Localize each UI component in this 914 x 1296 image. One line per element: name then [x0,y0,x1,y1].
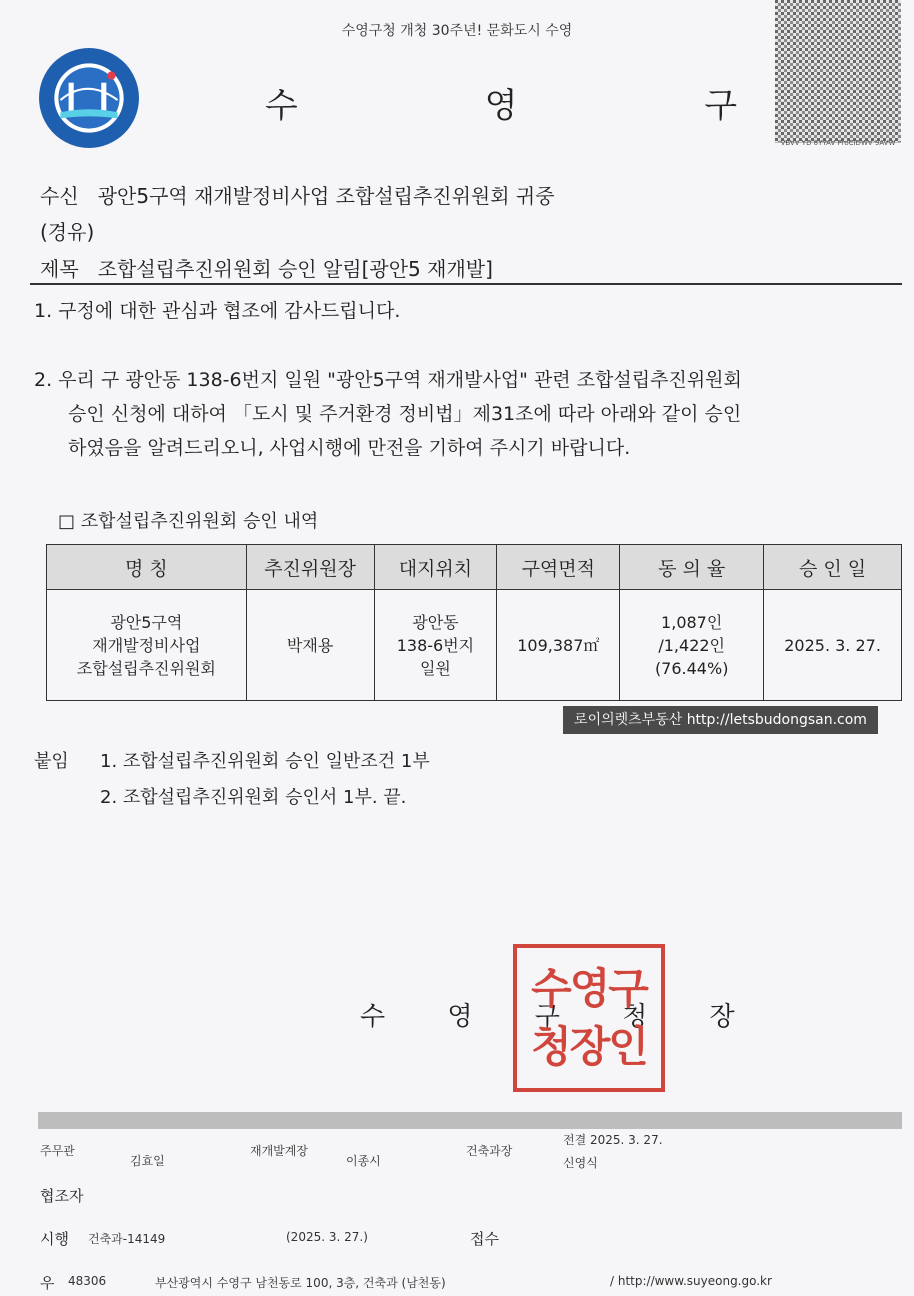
footer-post-code: 48306 [68,1274,107,1288]
signer-title: 수 영 구 청 장 [360,1002,762,1032]
table-header-row [47,545,902,590]
cell-name [47,590,247,701]
footer-post-label: 우 [40,1274,55,1292]
name-line-1: 광안5구역 [110,612,183,632]
consent-line-1: 1,087인 [661,612,723,632]
table-title: □ 조합설립추진위원회 승인 내역 [58,511,319,532]
consent-line-3: (76.44%) [654,658,729,678]
location-line-1: 광안동 [412,612,459,632]
cell-consent [620,590,764,701]
cell-area: 109,387㎡ [497,590,620,701]
cell-approval-date: 2025. 3. 27. [764,590,902,701]
footer-exec-date: (2025. 3. 27.) [286,1230,368,1244]
paragraph-1: 1. 구정에 대한 관심과 협조에 감사드립니다. [34,300,401,322]
footer-receipt: 접수 [470,1230,499,1248]
name-line-2: 재개발정비사업 [92,635,201,655]
attachment-2: 2. 조합설립추진위원회 승인서 1부. 끝. [100,787,407,808]
paragraph-2-line-3: 하였음을 알려드리오니, 사업시행에 만전을 기하여 주시기 바랍니다. [68,437,631,459]
attachment-1: 1. 조합설립추진위원회 승인 일반조건 1부 [100,751,430,772]
recipient-label: 수신 [40,184,79,208]
header-approval-date: 승 인 일 [764,545,902,590]
recipient-line [40,180,555,209]
seal-line-1: 수영구 [531,964,647,1013]
header-area: 구역면적 [497,545,620,590]
watermark-banner: 로이의렛츠부동산 http://letsbudongsan.com [563,706,878,734]
location-line-3: 일원 [419,658,451,678]
paragraph-2-line-2: 승인 신청에 대하여 「도시 및 주거환경 정비법」제31조에 따라 아래와 같이 승인 [68,403,742,425]
consent-line-2: /1,422인 [658,635,726,655]
agency-title: 수 영 구 [264,86,826,126]
footer-director-label: 건축과장 [466,1144,513,1158]
subject-label: 제목 [40,257,79,281]
recipient: 광안5구역 재개발정비사업 조합설립추진위원회 귀중 [97,184,555,208]
subject-line [40,253,493,282]
footer-cooperator: 협조자 [40,1187,84,1205]
subject: 조합설립추진위원회 승인 알림[광안5 재개발] [97,257,493,281]
footer-decision-date: 전결 2025. 3. 27. [563,1133,663,1147]
slogan: 수영구청 개청 30주년! 문화도시 수영 [341,23,573,39]
footer-officer-name: 김효일 [130,1154,165,1168]
approval-table [46,544,902,701]
footer-exec-label: 시행 [40,1230,69,1248]
cell-location [374,590,497,701]
paragraph-2-line-1: 2. 우리 구 광안동 138-6번지 일원 "광안5구역 재개발사업" 관련 조합설립추진위원회 [34,369,742,391]
name-line-3: 조합설립추진위원회 [76,658,216,678]
seal-line-2: 청장인 [531,1022,647,1071]
footer-divider [38,1112,902,1129]
footer-director-name: 신영식 [563,1156,598,1170]
header-chair: 추진위원장 [246,545,374,590]
footer-exec-number: 건축과-14149 [88,1232,166,1246]
header-divider [30,283,902,285]
header-consent: 동 의 율 [620,545,764,590]
header-location: 대지위치 [374,545,497,590]
attachment-label: 붙임 [34,751,69,772]
footer-url: / http://www.suyeong.go.kr [610,1274,772,1288]
footer-chief-label: 재개발계장 [250,1144,308,1158]
header-name: 명 칭 [47,545,247,590]
footer-officer-label: 주무관 [40,1144,75,1158]
via-line: (경유) [40,220,95,244]
table-row [47,590,902,701]
footer-chief-name: 이종시 [346,1154,381,1168]
location-line-2: 138-6번지 [396,635,475,655]
official-seal [513,944,665,1092]
cell-chair: 박재용 [246,590,374,701]
qr-caption: VBVV YD 8YYAV ProCIDWV 9AVW [780,139,896,147]
footer-address: 부산광역시 수영구 남천동로 100, 3층, 건축과 (남천동) [155,1276,446,1290]
